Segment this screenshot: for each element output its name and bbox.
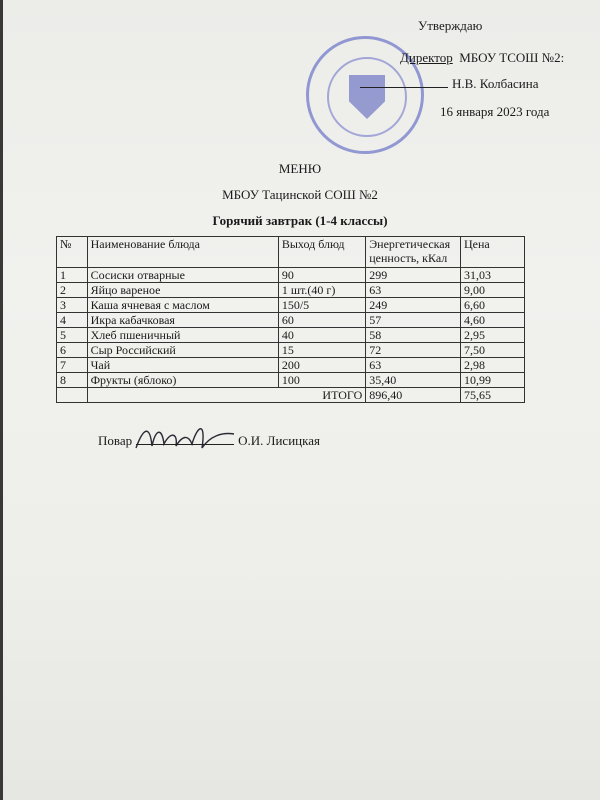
price: 7,50 <box>461 343 525 358</box>
director-name: Н.В. Колбасина <box>452 76 539 91</box>
menu-title: МЕНЮ <box>278 161 322 176</box>
signature-underline <box>360 87 448 88</box>
dish-name: Чай <box>87 358 278 373</box>
table-row <box>57 358 525 373</box>
cook-name: О.И. Лисицкая <box>238 433 320 448</box>
cook-signature-block <box>98 433 320 449</box>
table-row <box>57 283 525 298</box>
director-signature-line <box>360 76 540 92</box>
energy: 63 <box>366 283 461 298</box>
dish-name: Икра кабачковая <box>87 313 278 328</box>
table-row <box>57 298 525 313</box>
portion: 90 <box>278 268 365 283</box>
table-row <box>57 343 525 358</box>
price: 4,60 <box>461 313 525 328</box>
portion: 15 <box>278 343 365 358</box>
cook-signature-underline <box>136 444 234 445</box>
price: 9,00 <box>461 283 525 298</box>
portion: 150/5 <box>278 298 365 313</box>
portion: 60 <box>278 313 365 328</box>
row-number: 4 <box>57 313 88 328</box>
total-empty-cell <box>57 388 88 403</box>
row-number: 8 <box>57 373 88 388</box>
meal-title: Горячий завтрак (1-4 классы) <box>212 213 388 228</box>
header-portion: Выход блюд <box>278 237 365 268</box>
energy: 58 <box>366 328 461 343</box>
total-energy: 896,40 <box>366 388 461 403</box>
portion: 1 шт.(40 г) <box>278 283 365 298</box>
total-row <box>57 388 525 403</box>
total-price: 75,65 <box>461 388 525 403</box>
energy: 299 <box>366 268 461 283</box>
table-row <box>57 328 525 343</box>
portion: 200 <box>278 358 365 373</box>
dish-name: Сосиски отварные <box>87 268 278 283</box>
price: 2,98 <box>461 358 525 373</box>
cook-label: Повар <box>98 433 133 448</box>
dish-name: Фрукты (яблоко) <box>87 373 278 388</box>
header-energy: Энергетическая ценность, кКал <box>366 237 461 268</box>
portion: 40 <box>278 328 365 343</box>
approval-block <box>360 8 590 128</box>
energy: 57 <box>366 313 461 328</box>
row-number: 1 <box>57 268 88 283</box>
director-position <box>400 50 564 66</box>
table-row <box>57 373 525 388</box>
energy: 72 <box>366 343 461 358</box>
header-price: Цена <box>461 237 525 268</box>
row-number: 5 <box>57 328 88 343</box>
table-row <box>57 268 525 283</box>
total-label: ИТОГО <box>87 388 366 403</box>
energy: 63 <box>366 358 461 373</box>
energy: 35,40 <box>366 373 461 388</box>
approve-label: Утверждаю <box>418 18 483 33</box>
menu-table <box>56 236 525 403</box>
portion: 100 <box>278 373 365 388</box>
row-number: 6 <box>57 343 88 358</box>
approval-date: 16 января 2023 года <box>440 104 550 119</box>
energy: 249 <box>366 298 461 313</box>
dish-name: Каша ячневая с маслом <box>87 298 278 313</box>
dish-name: Яйцо вареное <box>87 283 278 298</box>
price: 6,60 <box>461 298 525 313</box>
table-row <box>57 313 525 328</box>
school-name: МБОУ Тацинской СОШ №2 <box>222 187 378 202</box>
dish-name: Сыр Российский <box>87 343 278 358</box>
row-number: 3 <box>57 298 88 313</box>
position-label: Директор <box>400 50 453 65</box>
school-short-name: МБОУ ТСОШ №2: <box>459 50 565 65</box>
page-edge-shadow <box>0 0 3 800</box>
row-number: 2 <box>57 283 88 298</box>
dish-name: Хлеб пшеничный <box>87 328 278 343</box>
row-number: 7 <box>57 358 88 373</box>
price: 2,95 <box>461 328 525 343</box>
header-number: № <box>57 237 88 268</box>
table-header-row <box>57 237 525 268</box>
header-dish-name: Наименование блюда <box>87 237 278 268</box>
price: 10,99 <box>461 373 525 388</box>
price: 31,03 <box>461 268 525 283</box>
